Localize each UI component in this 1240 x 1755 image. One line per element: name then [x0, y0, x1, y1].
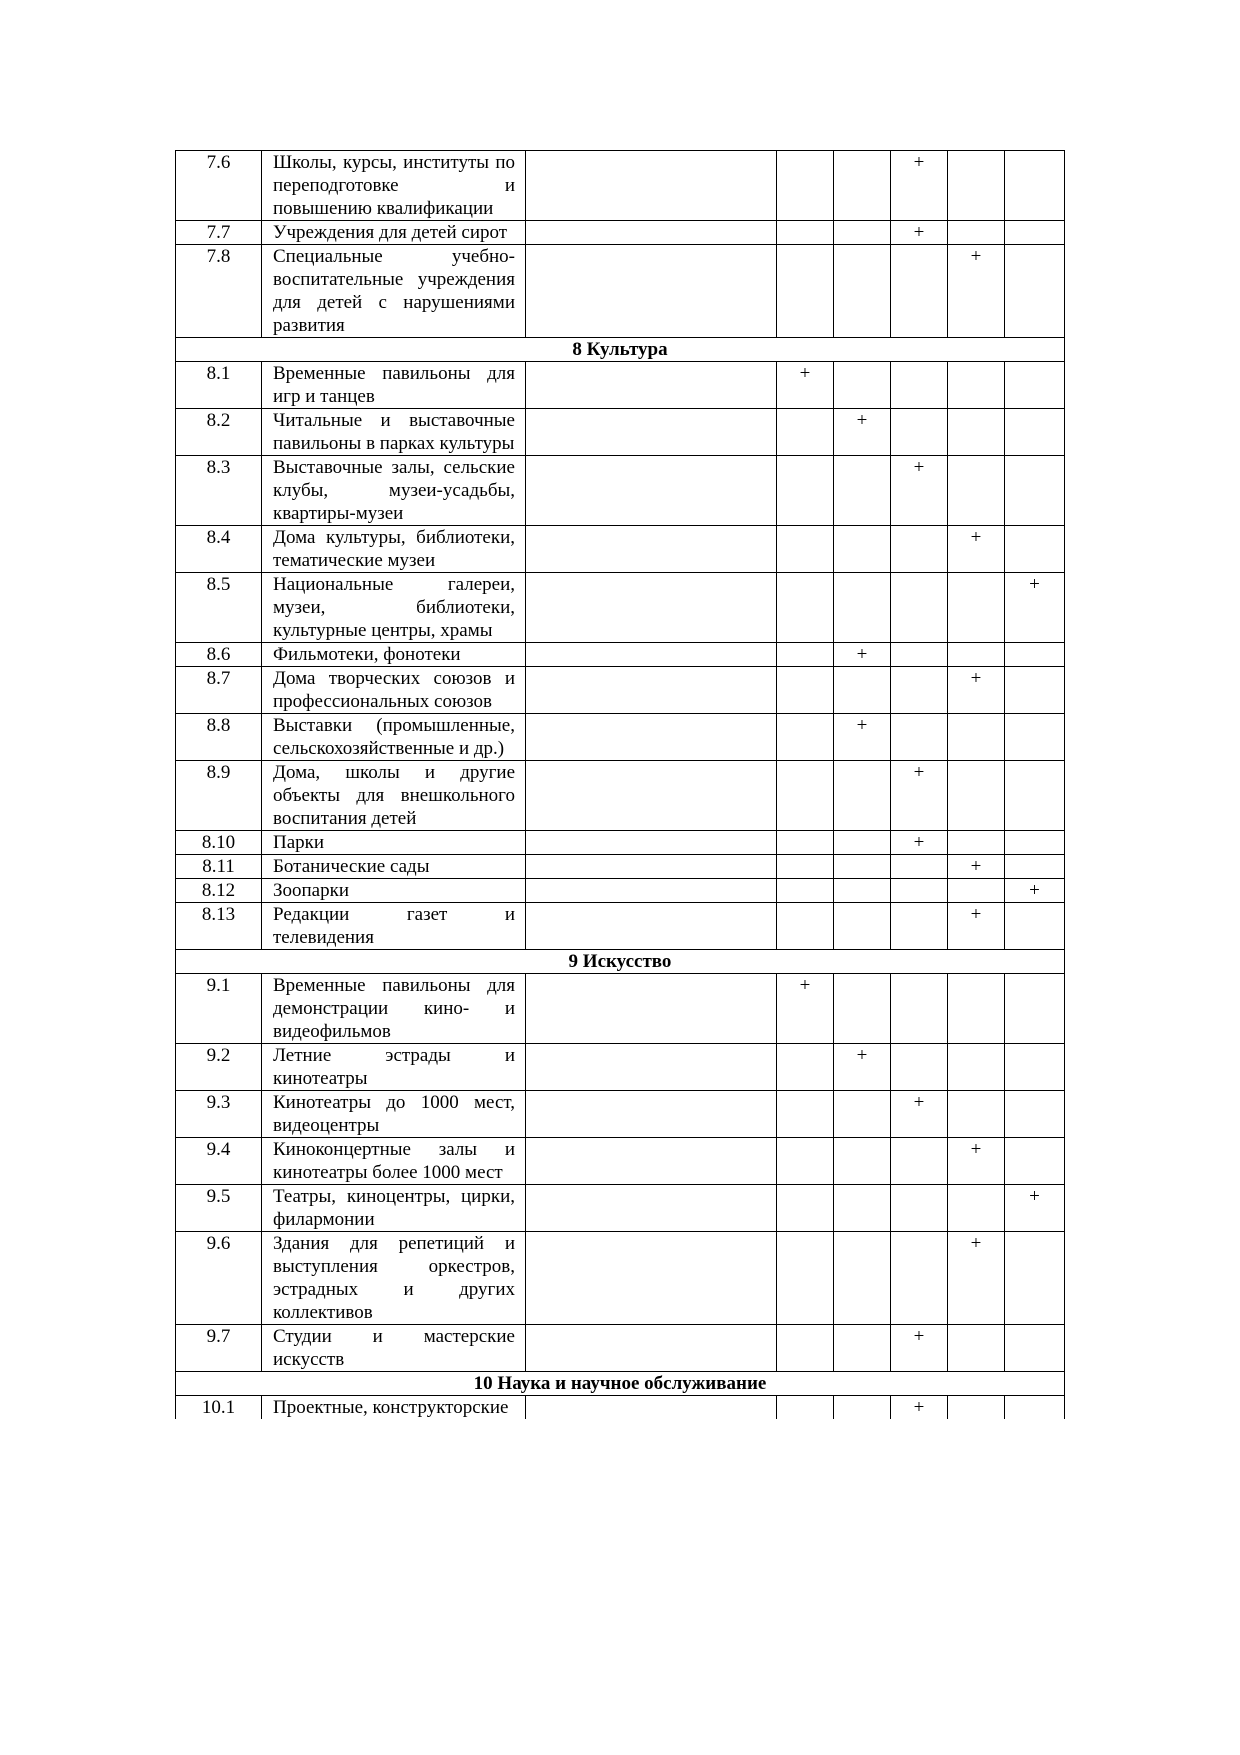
- table-row: [176, 1091, 1065, 1138]
- category-mark: +: [891, 1325, 948, 1372]
- table-row: [176, 831, 1065, 855]
- category-cell: [777, 714, 834, 761]
- empty-cell: [526, 879, 777, 903]
- category-cell: [1005, 667, 1065, 714]
- section-title: 9 Искусство: [176, 950, 1065, 974]
- item-number: 8.13: [176, 903, 262, 950]
- category-cell: [1005, 1138, 1065, 1185]
- empty-cell: [526, 1396, 777, 1420]
- item-name: Выставочные залы, сельские клубы, музеи-усадьбы, квартиры-музеи: [262, 456, 526, 526]
- category-mark: +: [948, 245, 1005, 338]
- category-cell: [891, 409, 948, 456]
- category-cell: [777, 1232, 834, 1325]
- table-row: [176, 1044, 1065, 1091]
- empty-cell: [526, 362, 777, 409]
- category-cell: [891, 1138, 948, 1185]
- category-cell: [834, 1396, 891, 1420]
- table-row: [176, 667, 1065, 714]
- item-number: 7.8: [176, 245, 262, 338]
- item-number: 10.1: [176, 1396, 262, 1420]
- item-name: Специальные учебно-воспитательные учреждения для детей с нарушениями развития: [262, 245, 526, 338]
- item-number: 9.7: [176, 1325, 262, 1372]
- table-row: [176, 245, 1065, 338]
- table-row: [176, 409, 1065, 456]
- category-cell: [948, 643, 1005, 667]
- category-cell: [1005, 855, 1065, 879]
- category-cell: [777, 245, 834, 338]
- table-row: [176, 1138, 1065, 1185]
- category-mark: +: [948, 1232, 1005, 1325]
- category-cell: [948, 1091, 1005, 1138]
- item-number: 8.1: [176, 362, 262, 409]
- category-cell: [1005, 1325, 1065, 1372]
- table-row: [176, 362, 1065, 409]
- item-number: 8.2: [176, 409, 262, 456]
- category-mark: +: [891, 221, 948, 245]
- category-cell: [948, 456, 1005, 526]
- category-mark: +: [948, 526, 1005, 573]
- item-name: Дома, школы и другие объекты для внешкольного воспитания детей: [262, 761, 526, 831]
- item-number: 9.6: [176, 1232, 262, 1325]
- table-row: [176, 151, 1065, 221]
- category-cell: [891, 1185, 948, 1232]
- category-cell: [777, 456, 834, 526]
- category-cell: [1005, 974, 1065, 1044]
- category-cell: [834, 573, 891, 643]
- table-row: [176, 1396, 1065, 1420]
- table-row: [176, 903, 1065, 950]
- table-row: [176, 855, 1065, 879]
- category-cell: [834, 855, 891, 879]
- category-cell: [948, 573, 1005, 643]
- empty-cell: [526, 409, 777, 456]
- category-cell: [948, 1396, 1005, 1420]
- item-name: Национальные галереи, музеи, библиотеки, культурные центры, храмы: [262, 573, 526, 643]
- item-number: 8.4: [176, 526, 262, 573]
- category-cell: [1005, 526, 1065, 573]
- item-number: 8.6: [176, 643, 262, 667]
- item-name: Читальные и выставочные павильоны в парках культуры: [262, 409, 526, 456]
- category-mark: +: [1005, 573, 1065, 643]
- item-number: 9.4: [176, 1138, 262, 1185]
- empty-cell: [526, 1044, 777, 1091]
- category-cell: [777, 526, 834, 573]
- item-number: 8.9: [176, 761, 262, 831]
- empty-cell: [526, 761, 777, 831]
- category-cell: [891, 903, 948, 950]
- category-mark: +: [1005, 1185, 1065, 1232]
- category-cell: [948, 221, 1005, 245]
- category-cell: [948, 831, 1005, 855]
- category-cell: [777, 831, 834, 855]
- item-name: Ботанические сады: [262, 855, 526, 879]
- item-number: 9.1: [176, 974, 262, 1044]
- category-cell: [777, 879, 834, 903]
- category-cell: [891, 362, 948, 409]
- table-row: [176, 714, 1065, 761]
- empty-cell: [526, 1325, 777, 1372]
- category-cell: [1005, 643, 1065, 667]
- category-mark: +: [834, 1044, 891, 1091]
- category-mark: +: [891, 831, 948, 855]
- item-name: Дома творческих союзов и профессиональных союзов: [262, 667, 526, 714]
- item-number: 8.11: [176, 855, 262, 879]
- category-cell: [948, 974, 1005, 1044]
- item-number: 8.8: [176, 714, 262, 761]
- category-mark: +: [948, 903, 1005, 950]
- category-cell: [1005, 1396, 1065, 1420]
- section-header-row: [176, 338, 1065, 362]
- category-cell: [834, 362, 891, 409]
- item-name: Кинотеатры до 1000 мест, видеоцентры: [262, 1091, 526, 1138]
- category-cell: [948, 409, 1005, 456]
- item-name: Студии и мастерские искусств: [262, 1325, 526, 1372]
- category-cell: [891, 667, 948, 714]
- empty-cell: [526, 221, 777, 245]
- category-cell: [1005, 761, 1065, 831]
- empty-cell: [526, 1232, 777, 1325]
- category-cell: [1005, 1091, 1065, 1138]
- table-row: [176, 1325, 1065, 1372]
- category-cell: [834, 879, 891, 903]
- category-cell: [948, 1044, 1005, 1091]
- item-name: Редакции газет и телевидения: [262, 903, 526, 950]
- category-mark: +: [891, 1396, 948, 1420]
- item-name: Летние эстрады и кинотеатры: [262, 1044, 526, 1091]
- empty-cell: [526, 974, 777, 1044]
- empty-cell: [526, 245, 777, 338]
- category-cell: [777, 221, 834, 245]
- category-cell: [777, 1185, 834, 1232]
- category-cell: [891, 974, 948, 1044]
- item-number: 9.5: [176, 1185, 262, 1232]
- table-row: [176, 761, 1065, 831]
- category-cell: [777, 1091, 834, 1138]
- category-cell: [777, 573, 834, 643]
- empty-cell: [526, 1091, 777, 1138]
- empty-cell: [526, 855, 777, 879]
- category-cell: [891, 245, 948, 338]
- category-cell: [1005, 245, 1065, 338]
- item-number: 8.7: [176, 667, 262, 714]
- category-cell: [834, 1185, 891, 1232]
- category-cell: [777, 1138, 834, 1185]
- table-row: [176, 221, 1065, 245]
- category-cell: [1005, 1232, 1065, 1325]
- category-mark: +: [834, 714, 891, 761]
- category-cell: [834, 1138, 891, 1185]
- table-row: [176, 526, 1065, 573]
- item-name: Школы, курсы, институты по переподготовке и повышению квалификации: [262, 151, 526, 221]
- category-cell: [891, 573, 948, 643]
- category-cell: [834, 151, 891, 221]
- category-mark: +: [948, 1138, 1005, 1185]
- category-cell: [777, 643, 834, 667]
- item-number: 8.3: [176, 456, 262, 526]
- item-name: Театры, киноцентры, цирки, филармонии: [262, 1185, 526, 1232]
- category-cell: [777, 855, 834, 879]
- item-name: Временные павильоны для игр и танцев: [262, 362, 526, 409]
- category-cell: [891, 526, 948, 573]
- item-number: 9.2: [176, 1044, 262, 1091]
- section-title: 8 Культура: [176, 338, 1065, 362]
- category-mark: +: [948, 855, 1005, 879]
- category-cell: [834, 1325, 891, 1372]
- category-cell: [948, 761, 1005, 831]
- item-name: Фильмотеки, фонотеки: [262, 643, 526, 667]
- category-mark: +: [948, 667, 1005, 714]
- category-cell: [891, 855, 948, 879]
- table-row: [176, 456, 1065, 526]
- category-cell: [834, 1091, 891, 1138]
- category-cell: [948, 362, 1005, 409]
- item-name: Киноконцертные залы и кинотеатры более 1000 мест: [262, 1138, 526, 1185]
- category-cell: [834, 831, 891, 855]
- category-cell: [1005, 831, 1065, 855]
- empty-cell: [526, 456, 777, 526]
- item-number: 8.12: [176, 879, 262, 903]
- table-row: [176, 643, 1065, 667]
- item-name: Учреждения для детей сирот: [262, 221, 526, 245]
- category-cell: [1005, 151, 1065, 221]
- table-row: [176, 974, 1065, 1044]
- empty-cell: [526, 1138, 777, 1185]
- category-cell: [948, 151, 1005, 221]
- category-cell: [834, 526, 891, 573]
- category-cell: [834, 221, 891, 245]
- category-cell: [948, 879, 1005, 903]
- category-cell: [834, 903, 891, 950]
- category-cell: [777, 761, 834, 831]
- item-number: 7.6: [176, 151, 262, 221]
- category-cell: [891, 1044, 948, 1091]
- item-name: Здания для репетиций и выступления оркестров, эстрадных и других коллективов: [262, 1232, 526, 1325]
- empty-cell: [526, 643, 777, 667]
- section-title: 10 Наука и научное обслуживание: [176, 1372, 1065, 1396]
- category-cell: [834, 456, 891, 526]
- category-cell: [777, 903, 834, 950]
- empty-cell: [526, 667, 777, 714]
- category-cell: [1005, 362, 1065, 409]
- category-cell: [834, 245, 891, 338]
- item-name: Проектные, конструкторские: [262, 1396, 526, 1420]
- category-cell: [777, 1325, 834, 1372]
- item-name: Зоопарки: [262, 879, 526, 903]
- category-cell: [1005, 221, 1065, 245]
- category-cell: [777, 667, 834, 714]
- category-cell: [834, 1232, 891, 1325]
- section-header-row: [176, 1372, 1065, 1396]
- category-cell: [1005, 1044, 1065, 1091]
- table-row: [176, 1232, 1065, 1325]
- item-name: Временные павильоны для демонстрации кино- и видеофильмов: [262, 974, 526, 1044]
- empty-cell: [526, 714, 777, 761]
- category-cell: [1005, 409, 1065, 456]
- empty-cell: [526, 526, 777, 573]
- empty-cell: [526, 831, 777, 855]
- item-number: 8.5: [176, 573, 262, 643]
- category-cell: [834, 667, 891, 714]
- category-mark: +: [777, 974, 834, 1044]
- table-row: [176, 879, 1065, 903]
- classification-table: [175, 150, 1065, 1419]
- table-body: [176, 151, 1065, 1420]
- category-cell: [948, 1185, 1005, 1232]
- category-mark: +: [891, 1091, 948, 1138]
- item-name: Парки: [262, 831, 526, 855]
- empty-cell: [526, 1185, 777, 1232]
- item-number: 7.7: [176, 221, 262, 245]
- category-mark: +: [777, 362, 834, 409]
- table-row: [176, 573, 1065, 643]
- category-cell: [891, 643, 948, 667]
- section-header-row: [176, 950, 1065, 974]
- item-name: Дома культуры, библиотеки, тематические музеи: [262, 526, 526, 573]
- category-cell: [777, 409, 834, 456]
- empty-cell: [526, 151, 777, 221]
- category-cell: [777, 1396, 834, 1420]
- category-mark: +: [834, 643, 891, 667]
- table-row: [176, 1185, 1065, 1232]
- category-mark: +: [834, 409, 891, 456]
- category-cell: [834, 761, 891, 831]
- category-cell: [1005, 456, 1065, 526]
- category-cell: [777, 1044, 834, 1091]
- item-number: 8.10: [176, 831, 262, 855]
- category-cell: [948, 1325, 1005, 1372]
- empty-cell: [526, 573, 777, 643]
- category-mark: +: [891, 456, 948, 526]
- item-number: 9.3: [176, 1091, 262, 1138]
- category-cell: [891, 1232, 948, 1325]
- item-name: Выставки (промышленные, сельскохозяйственные и др.): [262, 714, 526, 761]
- empty-cell: [526, 903, 777, 950]
- category-cell: [834, 974, 891, 1044]
- category-mark: +: [891, 761, 948, 831]
- category-mark: +: [891, 151, 948, 221]
- category-mark: +: [1005, 879, 1065, 903]
- category-cell: [948, 714, 1005, 761]
- category-cell: [1005, 714, 1065, 761]
- category-cell: [891, 879, 948, 903]
- category-cell: [1005, 903, 1065, 950]
- category-cell: [777, 151, 834, 221]
- category-cell: [891, 714, 948, 761]
